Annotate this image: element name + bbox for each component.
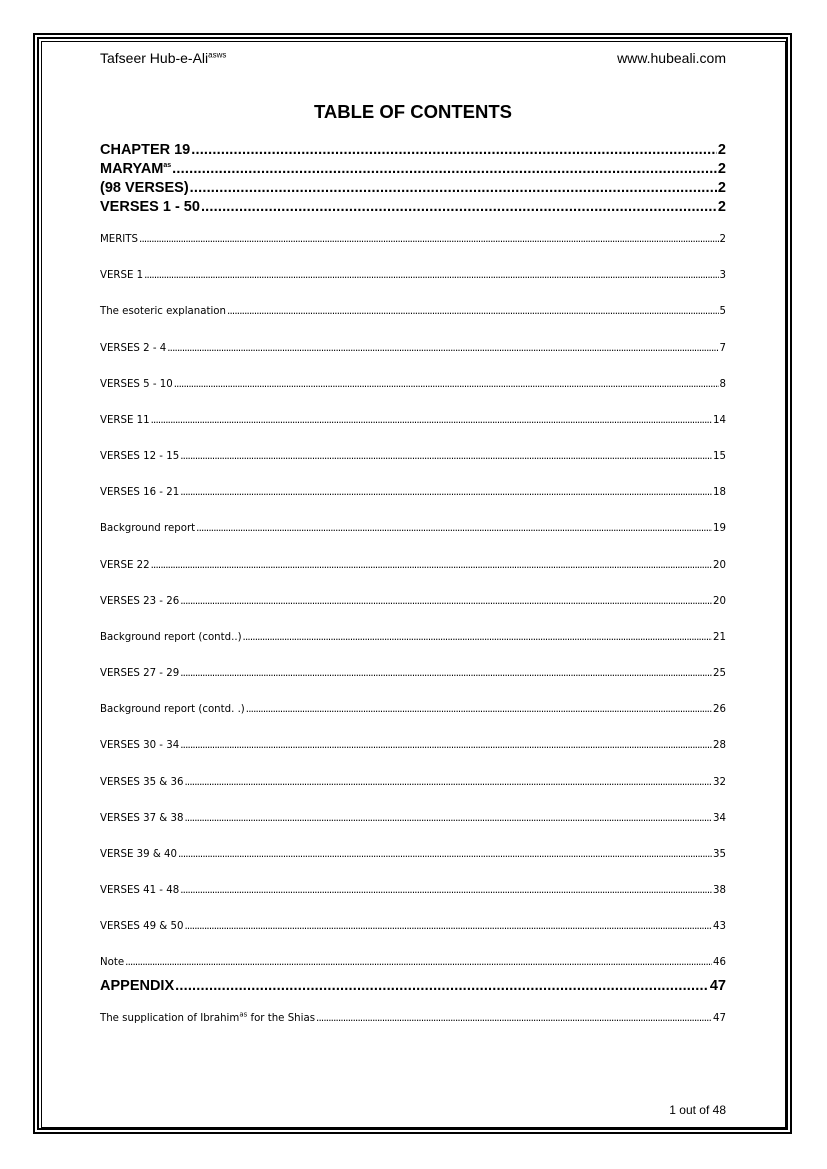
toc-entry-page-number: 43 <box>713 921 726 932</box>
toc-entry-page-number: 21 <box>713 632 726 643</box>
toc-entry-page-number: 20 <box>713 560 726 571</box>
toc-entry[interactable] <box>100 234 726 245</box>
toc-dot-leader <box>180 596 712 607</box>
toc-entry[interactable] <box>100 487 726 498</box>
toc-entry-page-number: 26 <box>713 704 726 715</box>
toc-entry-label <box>100 668 179 679</box>
toc-entry-label <box>100 632 242 643</box>
toc-entry-label <box>100 740 179 751</box>
document-page <box>100 0 726 1169</box>
toc-entry-label <box>100 161 171 177</box>
toc-entry-label <box>100 596 179 607</box>
toc-entry-page-number: 14 <box>713 415 726 426</box>
header-book-title-sup: asws <box>208 50 227 60</box>
toc-entry-label <box>100 813 183 824</box>
toc-entry[interactable] <box>100 704 726 715</box>
toc-entry[interactable] <box>100 1010 726 1024</box>
toc-entry-label-text: VERSE 11 <box>100 415 150 426</box>
toc-dot-leader <box>174 379 719 390</box>
toc-dot-leader <box>201 199 717 215</box>
toc-entry-label-text: MARYAM <box>100 161 164 177</box>
toc-entry-label <box>100 487 179 498</box>
toc-entry-page-number: 3 <box>719 270 726 281</box>
toc-entry-page-number: 7 <box>719 343 726 354</box>
header-website-link[interactable]: www.hubeali.com <box>617 50 726 66</box>
toc-entry[interactable] <box>100 921 726 932</box>
toc-entry-page-number: 2 <box>717 199 726 215</box>
toc-dot-leader <box>180 740 712 751</box>
toc-dot-leader <box>139 234 719 245</box>
toc-entry[interactable] <box>100 199 726 215</box>
toc-entry-page-number: 28 <box>713 740 726 751</box>
toc-entry-label <box>100 234 138 245</box>
toc-entry-page-number: 8 <box>719 379 726 390</box>
toc-dot-leader <box>184 813 712 824</box>
toc-dot-leader <box>180 451 712 462</box>
toc-entry-label <box>100 704 245 715</box>
toc-entry[interactable] <box>100 978 726 994</box>
toc-dot-leader <box>172 161 717 177</box>
toc-entry[interactable] <box>100 523 726 534</box>
toc-entry-page-number: 38 <box>713 885 726 896</box>
toc-entry-label-text: VERSES 2 - 4 <box>100 343 167 354</box>
toc-entry[interactable] <box>100 596 726 607</box>
toc-dot-leader <box>167 343 718 354</box>
toc-entry-label-text: VERSES 12 - 15 <box>100 451 180 462</box>
toc-entry-label-sup: as <box>239 1010 248 1019</box>
toc-entry[interactable] <box>100 379 726 390</box>
header-book-title <box>100 50 226 66</box>
toc-entry-label <box>100 978 174 994</box>
toc-entry[interactable] <box>100 343 726 354</box>
toc-entry-page-number: 47 <box>713 1013 726 1024</box>
toc-entry-label <box>100 885 179 896</box>
toc-entry-page-number: 34 <box>713 813 726 824</box>
toc-entry-page-number: 32 <box>713 777 726 788</box>
toc-entry-label-sup: as <box>163 162 172 170</box>
toc-entry-label-text: CHAPTER 19 <box>100 142 191 158</box>
toc-dot-leader <box>178 849 712 860</box>
toc-entry-label <box>100 957 124 968</box>
toc-entry-label-text: VERSES 16 - 21 <box>100 487 180 498</box>
toc-dot-leader <box>191 142 717 158</box>
toc-entry[interactable] <box>100 161 726 177</box>
toc-entry-label-text: VERSES 30 - 34 <box>100 740 180 751</box>
toc-dot-leader <box>144 270 718 281</box>
toc-entry-label <box>100 523 195 534</box>
toc-dot-leader <box>180 487 712 498</box>
toc-entry-page-number: 35 <box>713 849 726 860</box>
toc-entry[interactable] <box>100 740 726 751</box>
toc-entry-label <box>100 270 143 281</box>
toc-entry-label-text: VERSE 39 & 40 <box>100 849 177 860</box>
toc-entry[interactable] <box>100 451 726 462</box>
toc-entry-page-number: 25 <box>713 668 726 679</box>
toc-entry-page-number: 20 <box>713 596 726 607</box>
toc-entry-page-number: 15 <box>713 451 726 462</box>
toc-entry-page-number: 5 <box>719 306 726 317</box>
toc-entry-label <box>100 777 183 788</box>
page-indicator: 1 out of 48 <box>669 1103 726 1117</box>
toc-entry-page-number: 2 <box>717 142 726 158</box>
toc-entry-label <box>100 343 166 354</box>
toc-entry-label-text: VERSES 27 - 29 <box>100 668 180 679</box>
toc-entry[interactable] <box>100 415 726 426</box>
toc-entry[interactable] <box>100 668 726 679</box>
toc-entry-label-text: VERSES 37 & 38 <box>100 813 184 824</box>
toc-entry[interactable] <box>100 632 726 643</box>
toc-entry-label <box>100 180 189 196</box>
toc-entry-label-text: VERSES 23 - 26 <box>100 596 180 607</box>
toc-entry-label <box>100 142 190 158</box>
toc-entry[interactable] <box>100 306 726 317</box>
toc-dot-leader <box>180 885 712 896</box>
toc-dot-leader <box>227 306 719 317</box>
page-title: TABLE OF CONTENTS <box>313 101 512 122</box>
toc-dot-leader <box>316 1013 712 1024</box>
toc-entry[interactable] <box>100 957 726 968</box>
toc-entry[interactable] <box>100 885 726 896</box>
toc-entry-page-number: 46 <box>713 957 726 968</box>
toc-entry-page-number: 2 <box>719 234 726 245</box>
toc-entry-label-text: The supplication of Ibrahim <box>100 1013 240 1024</box>
toc-dot-leader <box>151 560 712 571</box>
toc-entry[interactable] <box>100 142 726 158</box>
toc-entry[interactable] <box>100 777 726 788</box>
toc-entry-label-text: MERITS <box>100 234 138 245</box>
toc-entry-page-number: 18 <box>713 487 726 498</box>
toc-entry-label-text: APPENDIX <box>100 978 175 994</box>
toc-entry-label-text: VERSES 1 - 50 <box>100 199 200 215</box>
toc-entry-label <box>100 415 150 426</box>
toc-entry-label <box>100 306 226 317</box>
toc-dot-leader <box>243 632 712 643</box>
toc-entry-label-text: VERSE 22 <box>100 560 150 571</box>
toc-entry-label-text: Background report (contd..) <box>100 632 242 643</box>
toc-entry[interactable] <box>100 560 726 571</box>
toc-entry-label-text: Background report (contd. .) <box>100 704 245 715</box>
toc-entry-page-number: 2 <box>717 180 726 196</box>
toc-entry-label-suffix: for the Shias <box>247 1013 315 1024</box>
toc-entry-label <box>100 451 179 462</box>
toc-dot-leader <box>175 978 709 994</box>
toc-entry[interactable] <box>100 813 726 824</box>
toc-entry-page-number: 47 <box>709 978 726 994</box>
toc-entry-label <box>100 1010 315 1024</box>
toc-entry-label <box>100 921 183 932</box>
toc-dot-leader <box>125 957 712 968</box>
toc-entry[interactable] <box>100 180 726 196</box>
toc-entry-label <box>100 849 177 860</box>
toc-entry-page-number: 2 <box>717 161 726 177</box>
toc-entry-label-text: VERSES 35 & 36 <box>100 777 184 788</box>
toc-dot-leader <box>184 777 712 788</box>
toc-dot-leader <box>151 415 712 426</box>
toc-entry-label-text: VERSES 41 - 48 <box>100 885 180 896</box>
toc-dot-leader <box>180 668 712 679</box>
toc-entry[interactable] <box>100 849 726 860</box>
toc-entry-label <box>100 379 173 390</box>
toc-entry-label-text: Background report <box>100 523 196 534</box>
toc-entry-label <box>100 199 200 215</box>
toc-entry-page-number: 19 <box>713 523 726 534</box>
header-book-title-text: Tafseer Hub-e-Ali <box>100 50 209 66</box>
toc-dot-leader <box>190 180 717 196</box>
toc-entry-label-text: (98 VERSES) <box>100 180 189 196</box>
toc-entry-label-text: VERSE 1 <box>100 270 144 281</box>
toc-entry-label <box>100 560 150 571</box>
toc-dot-leader <box>184 921 712 932</box>
toc-entry-label-text: VERSES 5 - 10 <box>100 379 173 390</box>
toc-entry[interactable] <box>100 270 726 281</box>
toc-dot-leader <box>196 523 712 534</box>
toc-dot-leader <box>246 704 712 715</box>
toc-entry-label-text: Note <box>100 957 125 968</box>
toc-entry-label-text: VERSES 49 & 50 <box>100 921 184 932</box>
toc-entry-label-text: The esoteric explanation <box>100 306 226 317</box>
